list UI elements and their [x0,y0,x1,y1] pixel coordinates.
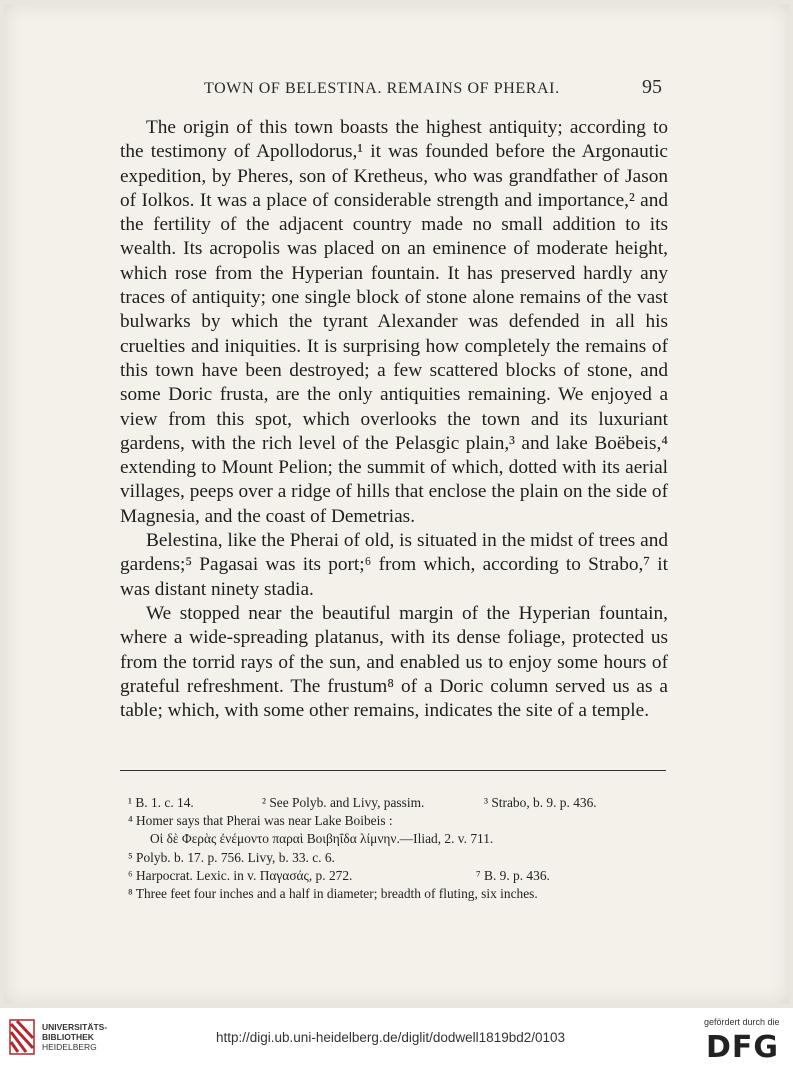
viewer-footer [0,1008,793,1064]
page-header [0,76,793,100]
footnote-7: ⁷ B. 9. p. 436. [476,867,550,883]
footnote-4: ⁴ Homer says that Pherai was near Lake Boibeis : [128,813,393,829]
running-title: TOWN OF BELESTINA. REMAINS OF PHERAI. [204,80,560,97]
library-line-3: HEIDELBERG [42,1042,97,1052]
university-library-logo-icon [8,1018,36,1056]
footnotes [128,794,668,903]
page-number: 95 [642,76,662,98]
footnote-row-6 [128,867,668,885]
footnote-3: ³ Strabo, b. 9. p. 436. [484,795,597,810]
paragraph-origin: The origin of this town boasts the highest antiquity; according to the testimony of Apollodorus,¹ it was founded before the Argonautic expedition, by Pheres, son of Kretheus, who was grandfather of Jason of Iolkos. It was a place of considerable strength and importance,² and the fertility of the adjacent country made no small addition to its wealth. Its acropolis was placed on an eminence of moderate height, which rose from the Hyperian fountain. It has preserved hardly any traces of antiquity; one single block of stone alone remains of the vast bulwarks by which the tyrant Alexander was defended in all his cruelties and iniquities. It is surprising how completely the remains of this town have been destroyed; a few scattered blocks of stone, and some Doric frusta, are the only antiquities remaining. We enjoyed a view from this spot, which overlooks the town and its luxuriant gardens, with the rich level of the Pelasgic plain,³ and lake Boëbeis,⁴ extending to Mount Pelion; the summit of which, dotted with its aerial villages, peeps over a ridge of hills that enclose the plain on the side of Magnesia, and the coast of Demetrias. [120,117,668,527]
university-library-name [42,1022,107,1052]
footnote-4-quote: Οἱ δὲ Φερὰς ἐνέμοντο παραὶ Βοιβηΐδα λίμνην.—Iliad, 2. v. 711. [150,831,494,847]
body-text [120,116,668,723]
permalink-url[interactable]: http://digi.ub.uni-heidelberg.de/diglit/dodwell1819bd2/0103 [216,1030,566,1045]
footnote-1: ¹ B. 1. c. 14. [128,795,194,810]
library-line-1: UNIVERSITÄTS- [42,1022,108,1032]
paragraph-fountain: We stopped near the beautiful margin of the Hyperian fountain, where a wide-spreading platanus, with its dense foliage, protected us from the torrid rays of the sun, and enabled us to enjoy some hours of grateful refreshment. The frustum⁸ of a Doric column served us as a table; which, with some other remains, indicates the site of a temple. [120,602,668,722]
funding-caption: gefördert durch die [704,1017,780,1027]
library-line-2: BIBLIOTHEK [42,1032,94,1042]
footnote-row-1 [128,794,668,812]
footnote-2: ² See Polyb. and Livy, passim. [262,795,425,810]
dfg-logo: DFG [706,1030,780,1065]
footnote-6: ⁶ Harpocrat. Lexic. in v. Παγασάς, p. 272. [128,867,353,883]
paragraph-belestina: Belestina, like the Pherai of old, is situated in the midst of trees and gardens;⁵ Pagasai was its port;⁶ from which, according to Strabo,⁷ it was distant ninety stadia. [120,530,668,600]
footnote-8: ⁸ Three feet four inches and a half in diameter; breadth of fluting, six inches. [128,885,538,901]
footnote-5: ⁵ Polyb. b. 17. p. 756. Livy, b. 33. c. 6. [128,849,335,865]
footnote-divider [120,770,666,771]
